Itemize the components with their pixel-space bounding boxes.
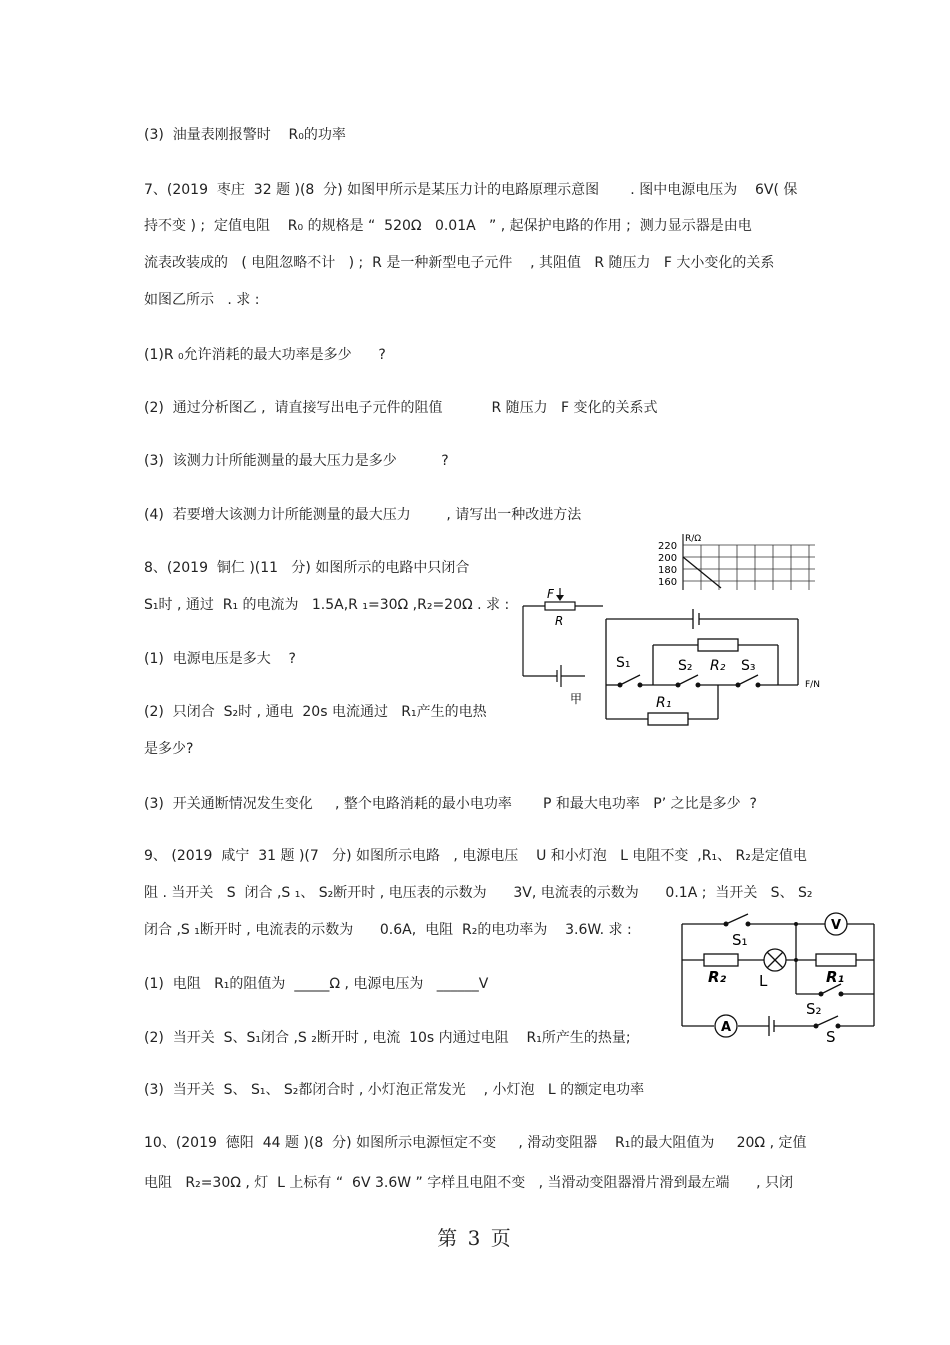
- text-line: 如图乙所示 . 求 :: [144, 292, 260, 308]
- resistor-r1-label: R₁: [826, 968, 845, 986]
- text-line: 电阻 R₂=30Ω , 灯 L 上标有 “ 6V 3.6W ” 字样且电阻不变 , 当滑动变阻器滑片滑到最左端 , 只闭: [144, 1175, 794, 1191]
- text-line: (4) 若要增大该测力计所能测量的最大压力 , 请写出一种改进方法: [144, 507, 582, 523]
- text-line: (1) 电源电压是多大 ?: [144, 651, 296, 667]
- text-line: (1) 电阻 R₁的阻值为 _____Ω , 电源电压为 ______V: [144, 976, 489, 992]
- pressure-resistor: [545, 602, 575, 610]
- text-line: 流表改装成的 ( 电阻忽略不计 ) ; R 是一种新型电子元件 , 其阻值 R 随压力 F 大小变化的关系: [144, 255, 775, 271]
- graph-tick-label: 160: [658, 577, 678, 588]
- switch-s2-label: S₂: [806, 1000, 822, 1018]
- circuit-diagram-q9: [676, 910, 886, 1045]
- voltmeter-label: V: [831, 918, 842, 933]
- force-label: F: [547, 587, 554, 601]
- text-line: 闭合 ,S ₁断开时 , 电流表的示数为 0.6A, 电阻 R₂的电功率为 3.6W. 求 :: [144, 922, 632, 938]
- text-line: (2) 通过分析图乙 , 请直接写出电子元件的阻值 R 随压力 F 变化的关系式: [144, 400, 658, 416]
- graph-axis-label: R/Ω: [685, 534, 702, 544]
- text-line: 持不变 ) ; 定值电阻 R₀ 的规格是 “ 520Ω 0.01A ” , 起保护电路的作用 ; 测力显示器是由电: [144, 218, 752, 234]
- pressure-circuit-diagram: [515, 585, 605, 710]
- text-line: (3) 当开关 S、 S₁、 S₂都闭合时 , 小灯泡正常发光 , 小灯泡 L 的额定电功率: [144, 1082, 645, 1098]
- graph-tick-label: 200: [658, 553, 678, 564]
- resistor-label: R: [555, 614, 564, 628]
- resistance-force-graph: [655, 530, 820, 590]
- switch-s-label: S: [826, 1028, 836, 1045]
- switch-s3-label: S₃: [741, 658, 756, 674]
- text-line: (3) 该测力计所能测量的最大压力是多少 ?: [144, 453, 449, 469]
- switch-s2-label: S₂: [678, 658, 693, 674]
- text-line: 10、(2019 德阳 44 题 )(8 分) 如图所示电源恒定不变 , 滑动变阻器 R₁的最大阻值为 20Ω , 定值: [144, 1135, 807, 1151]
- ammeter-label: A: [721, 1020, 732, 1035]
- text-line: (2) 当开关 S、S₁闭合 ,S ₂断开时 , 电流 10s 内通过电阻 R₁所产生的热量;: [144, 1030, 631, 1046]
- graph-tick-label: 180: [658, 565, 678, 576]
- text-line: 阻 . 当开关 S 闭合 ,S ₁、 S₂断开时 , 电压表的示数为 3V, 电流表的示数为 0.1A ; 当开关 S、 S₂: [144, 885, 813, 901]
- graph-tick-label: 220: [658, 541, 678, 552]
- text-line: 9、 (2019 咸宁 31 题 )(7 分) 如图所示电路 , 电源电压 U 和小灯泡 L 电阻不变 ,R₁、 R₂是定值电: [144, 848, 807, 864]
- resistor-r1-label: R₁: [656, 695, 672, 711]
- resistor-r2-label: R₂: [708, 968, 727, 986]
- text-line: 是多少?: [144, 741, 194, 757]
- switch-s1-label: S₁: [732, 931, 748, 949]
- figure-caption: 甲: [570, 692, 583, 706]
- page-number: 第 3 页: [437, 1226, 513, 1250]
- text-line: 8、(2019 铜仁 )(11 分) 如图所示的电路中只闭合: [144, 560, 470, 576]
- switch-s1-label: S₁: [616, 655, 631, 671]
- lamp-label: L: [759, 972, 768, 990]
- circuit-diagram-q8: [598, 595, 828, 730]
- text-line: (3) 开关通断情况发生变化 , 整个电路消耗的最小电功率 P 和最大电功率 P’ 之比是多少 ?: [144, 796, 757, 812]
- graph-x-axis-label: F/N: [805, 680, 820, 690]
- text-line: 7、(2019 枣庄 32 题 )(8 分) 如图甲所示是某压力计的电路原理示意图 . 图中电源电压为 6V( 保: [144, 182, 798, 198]
- resistor-r2-label: R₂: [710, 658, 726, 674]
- text-line: (2) 只闭合 S₂时 , 通电 20s 电流通过 R₁产生的电热: [144, 704, 487, 720]
- text-line: S₁时 , 通过 R₁ 的电流为 1.5A,R ₁=30Ω ,R₂=20Ω . 求 :: [144, 597, 510, 613]
- text-line: (1)R ₀允许消耗的最大功率是多少 ?: [144, 347, 386, 363]
- text-line: (3) 油量表刚报警时 R₀的功率: [144, 127, 346, 143]
